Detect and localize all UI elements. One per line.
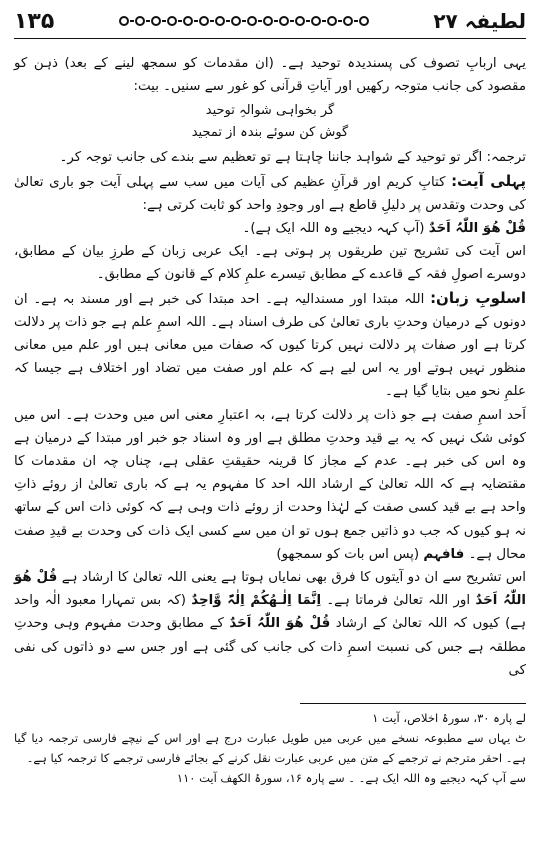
- language-style-heading: اسلوبِ زبان:: [430, 288, 526, 307]
- page-body: [14, 52, 526, 682]
- paragraph-intro: یہی اربابِ تصوف کی پسندیدہ توحید ہے۔ (ان مقدمات کو سمجھ لینے کے بعد) ذہن کو مقصود کی جانب متوجہ رکھیں اور آیاتِ قرآنی کو غور سے سنیں۔ بیت:: [14, 56, 526, 95]
- two-verses-text-b: اور اللہ تعالیٰ فرماتا ہے۔: [326, 593, 471, 609]
- first-verse-text: کتابِ کریم اور قرآنِ عظیم کی آیات میں سب سے پہلی آیت جو باری تعالیٰ کی وحدت وتقدس پر دلیلِ قاطع ہے اور وجودِ واحد کو ثابت کرتی ہے:: [14, 174, 526, 213]
- paragraph-language-style: [14, 287, 526, 404]
- first-verse-heading: پہلی آیت:: [451, 171, 526, 190]
- two-verses-arabic-1: قُلْ ھُوَ اللّٰہُ اَحَدٌ: [14, 570, 527, 609]
- two-verses-arabic-3: قُلْ ھُوَ اللّٰہُ اَحَدٌ: [229, 616, 331, 632]
- two-verses-text-a: اس تشریح سے ان دو آیتوں کا فرق بھی نمایاں ہوتا ہے یعنی اللہ تعالیٰ کا ارشاد ہے: [61, 570, 526, 586]
- paragraph-first-verse: [14, 170, 526, 217]
- two-verses-text-d: کے مطابق وحدت مفہوم وہی وحدتِ مطلقہ ہے جس کی نسبت اسمِ ذات کی جانب کی گئی ہے اور جس سے دو ذاتوں کی نفی کی: [14, 616, 526, 678]
- header-rule: [14, 38, 526, 39]
- fafham-translation: (پس اس بات کو سمجھو): [276, 546, 420, 562]
- fafham-word: فافہم: [423, 546, 465, 562]
- page-number: ۱۳۵: [14, 8, 55, 34]
- quran-quote-translation: (آپ کہہ دیجیے وہ اللہ ایک ہے)۔: [242, 221, 425, 237]
- verse-line-1: گر بخواہی شوالہِ توحید: [205, 103, 335, 119]
- two-verses-text-c: (کہ بس تمہارا معبود الٰہ واحد ہے) کیوں کہ اللہ تعالیٰ کے ارشاد: [14, 593, 526, 632]
- quran-quote-line: [14, 217, 526, 240]
- paragraph-ahad: [14, 404, 526, 566]
- page-header: [14, 6, 526, 36]
- footnote-1: لے پارہ ۳۰، سورۂ اخلاص، آیت ۱: [372, 711, 526, 725]
- verse-translation: ترجمہ: اگر تو توحید کے شواہد جاننا چاہتا ہے تو تعظیم سے بندے کی جانب توجہ کر۔: [59, 150, 526, 166]
- verse-line-2: گوش کن سوئے بندہ از تمجید: [191, 125, 349, 141]
- footnote-rule: [300, 703, 526, 704]
- chapter-title: لطیفہ ۲۷: [433, 9, 526, 33]
- footnote-3: سے آپ کہہ دیجیے وہ اللہ ایک ہے۔ ۔ سے پارہ ۱۶، سورۂ الکھف آیت ۱۱۰: [176, 771, 526, 785]
- two-verses-arabic-2: اِنَّمَا اِلٰـھُکُمْ اِلٰہٌ وَّاحِدٌ: [191, 593, 322, 609]
- language-style-text: اللہ مبتدا اور مسندالیہ ہے۔ احد مبتدا کی خبر ہے اور مسند بہ ہے۔ ان دونوں کے درمیان وحدتِ باری تعالیٰ کی طرف اسناد ہے۔ اللہ اسمِ علم ہے جو ذات پر دلالت کرتا ہے اور صفات پر دلالت نہیں کرتا کیوں کہ صفات میں معانی ہیں اور علم میں معانی منظور نہیں ہوتے اور یہ اس لیے ہے کہ علم اور صفت میں تضاد اور اختلاف ہے جیسا کہ علمِ نحو میں بتایا گیا ہے۔: [14, 291, 526, 400]
- quran-quote-arabic: قُلْ ھُوَ اللّٰہُ اَحَدٌ: [428, 221, 526, 237]
- paragraph-three-methods: اس آیت کی تشریح تین طریقوں پر ہوتی ہے۔ ایک عربی زبان کے طرزِ بیان کے مطابق، دوسرے اصولِ فقہ کے قاعدے کے مطابق تیسرے علمِ کلام کے قانون کے مطابق۔: [14, 244, 526, 283]
- footnotes: [14, 708, 526, 788]
- header-ornament: [118, 16, 370, 26]
- persian-verse: [14, 100, 526, 144]
- paragraph-two-verses: [14, 566, 526, 682]
- ahad-text: اَحد اسمِ صفت ہے جو ذات پر دلالت کرتا ہے، بہ اعتبارِ معنی اس میں وحدت ہے۔ اس میں کوئی شک نہیں کہ یہ بے قید وحدتِ مطلق ہے اور وہ اسناد جو خبر اور مبتدا کے درمیان ہے وہ اس کی خبر ہے۔ عدم کے مجاز کا قرینہ حقیقتِ عقلی ہے، چناں چہ ان مقدمات کا مقتضایہ ہے کہ اللہ تعالیٰ کے ارشاد اللہ احد کا مفہوم یہ ہے کہ باری تعالیٰ از روئے ذاتِ واحد ہے بے قید کسی صفت کے لہٰذا وحدت از روئے ذات وہی ہے کہ کوئی ذات اس کے ساتھ نہ ہو کیوں کہ جب دو ذاتیں جمع ہوں تو ان میں سے کسی ایک ذات کی وحدت بے قیدِ صفت محال ہے۔: [14, 407, 526, 562]
- footnote-2: ٹ یہاں سے مطبوعہ نسخے میں عربی میں طویل عبارت درج ہے اور اس کے نیچے فارسی ترجمہ دیا گیا ہے۔ احقر مترجم نے ترجمے کے متن میں عربی عبارت نقل کرنے کے بجائے فارسی ترجمے کا ترجمہ کیا ہے۔: [14, 731, 526, 765]
